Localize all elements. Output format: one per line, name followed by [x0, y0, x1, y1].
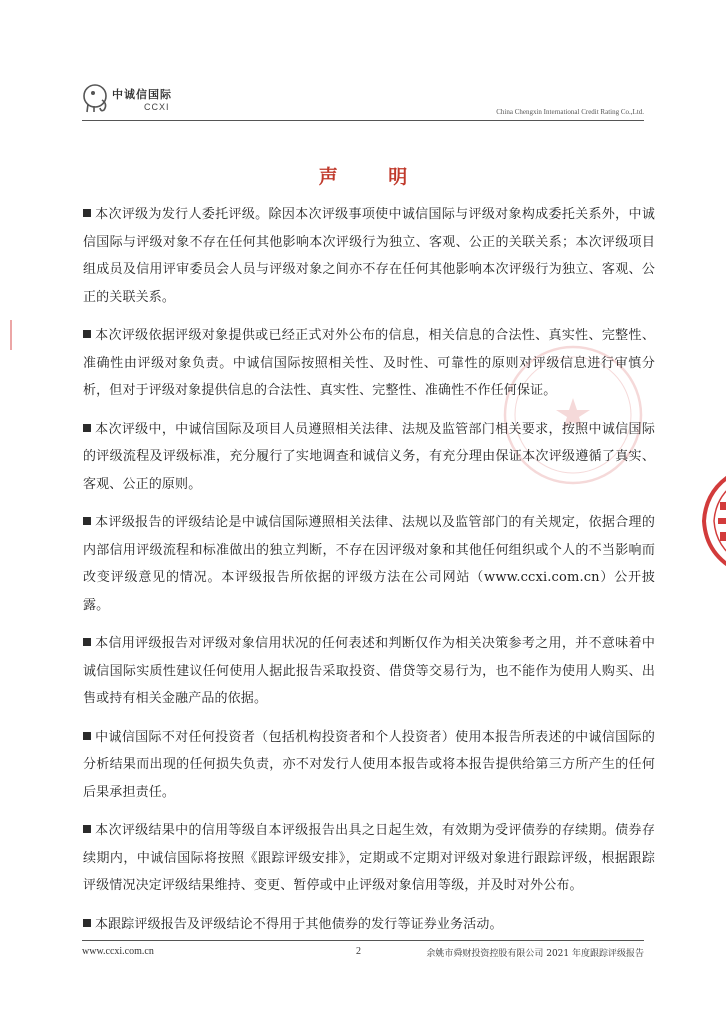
paragraph-text: 中诚信国际不对任何投资者（包括机构投资者和个人投资者）使用本报告所表述的中诚信国际的分析结果而出现的任何损失负责，亦不对发行人使用本报告或将本报告提供给第三方所产生的任何后果承担责任。 — [83, 729, 655, 800]
logo-chinese-name: 中诚信国际 — [112, 88, 172, 101]
statement-body — [83, 201, 655, 949]
margin-mark — [10, 320, 12, 350]
paragraph-text: 本评级报告的评级结论是中诚信国际遵照相关法律、法规以及监管部门的有关规定，依据合理的内部信用评级流程和标准做出的独立判断，不存在因评级对象和其他任何组织或个人的不当影响而改变评级意见的情况。本评级报告所依据的评级方法在公司网站（www.ccxi.com.cn）公开披露。 — [83, 515, 655, 613]
logo-english-name: CCXI — [144, 102, 170, 112]
paragraph-text: 本次评级中，中诚信国际及项目人员遵照相关法律、法规及监管部门相关要求，按照中诚信国际的评级流程及评级标准，充分履行了实地调查和诚信义务，有充分理由保证本次评级遵循了真实、客观、公正的原则。 — [83, 421, 655, 492]
square-bullet-icon — [83, 732, 91, 740]
square-bullet-icon — [83, 330, 91, 338]
square-bullet-icon — [83, 825, 91, 833]
square-bullet-icon — [83, 209, 91, 217]
statement-paragraph — [83, 724, 655, 807]
statement-paragraph — [83, 201, 655, 311]
square-bullet-icon — [83, 424, 91, 432]
statement-paragraph — [83, 817, 655, 900]
paragraph-text: 本跟踪评级报告及评级结论不得用于其他债券的发行等证券业务活动。 — [95, 916, 503, 932]
statement-paragraph — [83, 509, 655, 619]
page-number: 2 — [356, 946, 361, 957]
footer-report-title: 余姚市舜财投资控股有限公司 2021 年度跟踪评级报告 — [426, 949, 644, 959]
company-english-name: China Chengxin International Credit Rating Co.,Ltd. — [496, 108, 644, 116]
page-title: 声 明 — [318, 166, 430, 188]
statement-paragraph — [83, 630, 655, 713]
header-divider — [82, 120, 644, 121]
elephant-logo-icon — [82, 82, 112, 114]
paragraph-text: 本次评级依据评级对象提供或已经正式对外公布的信息，相关信息的合法性、真实性、完整性、准确性由评级对象负责。中诚信国际按照相关性、及时性、可靠性的原则对评级信息进行审慎分析，但对于评级对象提供信息的合法性、真实性、完整性、准确性不作任何保证。 — [83, 328, 655, 398]
statement-paragraph — [83, 416, 655, 499]
square-bullet-icon — [83, 517, 91, 525]
paragraph-text: 本次评级为发行人委托评级。除因本次评级事项使中诚信国际与评级对象构成委托关系外，中诚信国际与评级对象不存在任何其他影响本次评级行为独立、客观、公正的关联关系；本次评级项目组成员及信用评审委员会人员与评级对象之间亦不存在任何其他影响本次评级行为独立、客观、公正的关联关系。 — [83, 207, 655, 305]
ccxi-logo — [82, 82, 192, 116]
square-bullet-icon — [83, 638, 91, 646]
page-header — [82, 80, 644, 122]
square-bullet-icon — [83, 919, 91, 927]
red-seal-stamp — [696, 466, 726, 576]
footer-website: www.ccxi.com.cn — [82, 946, 154, 957]
paragraph-text: 本信用评级报告对评级对象信用状况的任何表述和判断仅作为相关决策参考之用，并不意味着中诚信国际实质性建议任何使用人据此报告采取投资、借贷等交易行为，也不能作为使用人购买、出售或持有相关金融产品的依据。 — [83, 636, 655, 706]
footer-divider — [82, 940, 644, 941]
paragraph-text: 本次评级结果中的信用等级自本评级报告出具之日起生效，有效期为受评债券的存续期。债券存续期内，中诚信国际将按照《跟踪评级安排》，定期或不定期对评级对象进行跟踪评级，根据跟踪评级情况决定评级结果维持、变更、暂停或中止评级对象信用等级，并及时对外公布。 — [83, 823, 655, 893]
statement-paragraph — [83, 322, 655, 405]
statement-paragraph — [83, 911, 655, 939]
